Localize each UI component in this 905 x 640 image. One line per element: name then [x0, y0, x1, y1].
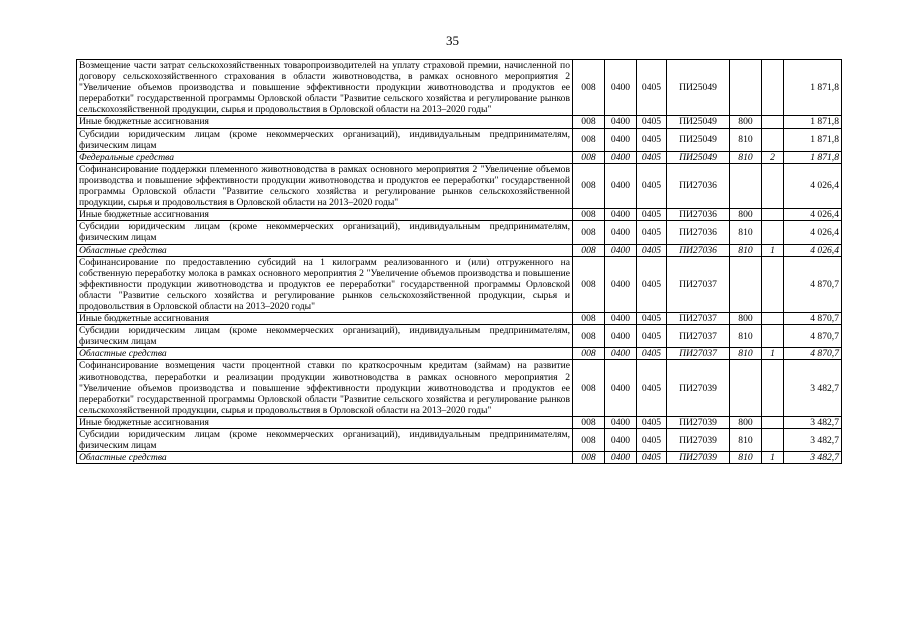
- subsection-code: 0405: [637, 313, 667, 325]
- amount: 4 026,4: [784, 244, 842, 256]
- row-description: Софинансирование поддержки племенного животноводства в рамках основного мероприятия 2 "Увеличение объемов производства и повышение эффективности продукции животноводства и продуктов ее переработки" государственной программы Орловской области "Развитие сельского хозяйства и регулирование рынков сельскохозяйственной продукции, сырья и продовольствия в Орловской области на 2013–2020 годы": [77, 163, 573, 208]
- source-code: [762, 360, 784, 416]
- section-code: 0400: [605, 429, 637, 452]
- subsection-code: 0405: [637, 221, 667, 244]
- subsection-code: 0405: [637, 416, 667, 428]
- subsection-code: 0405: [637, 60, 667, 116]
- amount: 4 026,4: [784, 163, 842, 208]
- subsection-code: 0405: [637, 116, 667, 128]
- table-row: [77, 221, 842, 244]
- table-row: [77, 256, 842, 312]
- target-article-code: ПИ27036: [667, 163, 730, 208]
- amount: 3 482,7: [784, 416, 842, 428]
- row-description: Софинансирование возмещения части процентной ставки по краткосрочным кредитам (займам) на развитие животноводства, переработки и реализации продукции животноводства в рамках основного мероприятия 2 "Увеличение объемов производства и повышение эффективности продукции животноводства и продуктов ее переработки" государственной программы Орловской области "Развитие сельского хозяйства и регулирование рынков сельскохозяйственной продукции, сырья и продовольствия в Орловской области на 2013–2020 годы": [77, 360, 573, 416]
- row-description: Субсидии юридическим лицам (кроме некоммерческих организаций), индивидуальным предпринимателям, физическим лицам: [77, 221, 573, 244]
- table-row: [77, 360, 842, 416]
- section-code: 0400: [605, 313, 637, 325]
- table-row: [77, 163, 842, 208]
- ministry-code: 008: [573, 416, 605, 428]
- row-description: Иные бюджетные ассигнования: [77, 313, 573, 325]
- source-code: [762, 429, 784, 452]
- subsection-code: 0405: [637, 244, 667, 256]
- source-code: 1: [762, 244, 784, 256]
- ministry-code: 008: [573, 116, 605, 128]
- table-row: [77, 348, 842, 360]
- row-description: Федеральные средства: [77, 151, 573, 163]
- subsection-code: 0405: [637, 163, 667, 208]
- row-description: Субсидии юридическим лицам (кроме некоммерческих организаций), индивидуальным предпринимателям, физическим лицам: [77, 429, 573, 452]
- expense-type-code: 800: [730, 209, 762, 221]
- source-code: [762, 325, 784, 348]
- amount: 4 026,4: [784, 221, 842, 244]
- row-description: Возмещение части затрат сельскохозяйственных товаропроизводителей на уплату страховой премии, начисленной по договору сельскохозяйственного страхования в области животноводства, в рамках основного мероприятия 2 "Увеличение объемов производства и повышение эффективности продукции животноводства и продуктов ее переработки" государственной программы Орловской области "Развитие сельского хозяйства и регулирование рынков сельскохозяйственной продукции, сырья и продовольствия в Орловской области на 2013–2020 годы": [77, 60, 573, 116]
- subsection-code: 0405: [637, 429, 667, 452]
- ministry-code: 008: [573, 325, 605, 348]
- ministry-code: 008: [573, 60, 605, 116]
- source-code: [762, 416, 784, 428]
- expense-type-code: 810: [730, 244, 762, 256]
- expense-type-code: [730, 60, 762, 116]
- section-code: 0400: [605, 244, 637, 256]
- amount: 4 870,7: [784, 325, 842, 348]
- row-description: Иные бюджетные ассигнования: [77, 209, 573, 221]
- amount: 4 026,4: [784, 209, 842, 221]
- expense-type-code: [730, 256, 762, 312]
- target-article-code: ПИ27039: [667, 416, 730, 428]
- ministry-code: 008: [573, 360, 605, 416]
- source-code: [762, 313, 784, 325]
- section-code: 0400: [605, 325, 637, 348]
- amount: 3 482,7: [784, 429, 842, 452]
- source-code: [762, 163, 784, 208]
- amount: 4 870,7: [784, 348, 842, 360]
- expense-type-code: 810: [730, 128, 762, 151]
- target-article-code: ПИ27039: [667, 429, 730, 452]
- ministry-code: 008: [573, 209, 605, 221]
- section-code: 0400: [605, 360, 637, 416]
- table-row: [77, 452, 842, 464]
- section-code: 0400: [605, 116, 637, 128]
- table-row: [77, 244, 842, 256]
- table-row: [77, 429, 842, 452]
- target-article-code: ПИ27037: [667, 348, 730, 360]
- row-description: Иные бюджетные ассигнования: [77, 416, 573, 428]
- budget-table: [76, 59, 842, 464]
- expense-type-code: 800: [730, 116, 762, 128]
- ministry-code: 008: [573, 429, 605, 452]
- subsection-code: 0405: [637, 360, 667, 416]
- expense-type-code: 810: [730, 325, 762, 348]
- subsection-code: 0405: [637, 348, 667, 360]
- subsection-code: 0405: [637, 325, 667, 348]
- amount: 3 482,7: [784, 452, 842, 464]
- expense-type-code: [730, 360, 762, 416]
- amount: 1 871,8: [784, 60, 842, 116]
- subsection-code: 0405: [637, 151, 667, 163]
- source-code: 2: [762, 151, 784, 163]
- ministry-code: 008: [573, 452, 605, 464]
- section-code: 0400: [605, 60, 637, 116]
- subsection-code: 0405: [637, 128, 667, 151]
- ministry-code: 008: [573, 163, 605, 208]
- expense-type-code: 810: [730, 452, 762, 464]
- table-row: [77, 325, 842, 348]
- amount: 1 871,8: [784, 128, 842, 151]
- target-article-code: ПИ27036: [667, 244, 730, 256]
- source-code: [762, 128, 784, 151]
- ministry-code: 008: [573, 128, 605, 151]
- table-row: [77, 116, 842, 128]
- ministry-code: 008: [573, 348, 605, 360]
- source-code: [762, 60, 784, 116]
- section-code: 0400: [605, 452, 637, 464]
- target-article-code: ПИ27036: [667, 209, 730, 221]
- amount: 4 870,7: [784, 313, 842, 325]
- expense-type-code: 810: [730, 221, 762, 244]
- target-article-code: ПИ25049: [667, 116, 730, 128]
- ministry-code: 008: [573, 244, 605, 256]
- section-code: 0400: [605, 416, 637, 428]
- section-code: 0400: [605, 348, 637, 360]
- target-article-code: ПИ27037: [667, 256, 730, 312]
- row-description: Субсидии юридическим лицам (кроме некоммерческих организаций), индивидуальным предпринимателям, физическим лицам: [77, 325, 573, 348]
- row-description: Софинансирование по предоставлению субсидий на 1 килограмм реализованного и (или) отгруженного на собственную переработку молока в рамках основного мероприятия 2 "Увеличение объемов производства и повышение эффективности продукции животноводства и продуктов ее переработки" государственной программы Орловской области "Развитие сельского хозяйства и регулирование рынков сельскохозяйственной продукции, сырья и продовольствия в Орловской области на 2013–2020 годы": [77, 256, 573, 312]
- subsection-code: 0405: [637, 452, 667, 464]
- table-row: [77, 60, 842, 116]
- subsection-code: 0405: [637, 209, 667, 221]
- subsection-code: 0405: [637, 256, 667, 312]
- ministry-code: 008: [573, 313, 605, 325]
- expense-type-code: 800: [730, 416, 762, 428]
- section-code: 0400: [605, 221, 637, 244]
- target-article-code: ПИ27039: [667, 452, 730, 464]
- table-row: [77, 416, 842, 428]
- target-article-code: ПИ25049: [667, 60, 730, 116]
- source-code: [762, 221, 784, 244]
- row-description: Областные средства: [77, 348, 573, 360]
- source-code: [762, 116, 784, 128]
- row-description: Областные средства: [77, 452, 573, 464]
- source-code: 1: [762, 348, 784, 360]
- row-description: Субсидии юридическим лицам (кроме некоммерческих организаций), индивидуальным предпринимателям, физическим лицам: [77, 128, 573, 151]
- target-article-code: ПИ27036: [667, 221, 730, 244]
- row-description: Областные средства: [77, 244, 573, 256]
- source-code: [762, 256, 784, 312]
- section-code: 0400: [605, 128, 637, 151]
- table-row: [77, 209, 842, 221]
- amount: 1 871,8: [784, 151, 842, 163]
- ministry-code: 008: [573, 256, 605, 312]
- section-code: 0400: [605, 151, 637, 163]
- page-number: 35: [446, 33, 459, 48]
- amount: 3 482,7: [784, 360, 842, 416]
- ministry-code: 008: [573, 221, 605, 244]
- target-article-code: ПИ27037: [667, 325, 730, 348]
- table-row: [77, 128, 842, 151]
- expense-type-code: 810: [730, 151, 762, 163]
- amount: 1 871,8: [784, 116, 842, 128]
- expense-type-code: 810: [730, 429, 762, 452]
- target-article-code: ПИ27039: [667, 360, 730, 416]
- expense-type-code: [730, 163, 762, 208]
- source-code: [762, 209, 784, 221]
- table-row: [77, 313, 842, 325]
- expense-type-code: 810: [730, 348, 762, 360]
- row-description: Иные бюджетные ассигнования: [77, 116, 573, 128]
- section-code: 0400: [605, 163, 637, 208]
- target-article-code: ПИ25049: [667, 151, 730, 163]
- section-code: 0400: [605, 256, 637, 312]
- target-article-code: ПИ27037: [667, 313, 730, 325]
- expense-type-code: 800: [730, 313, 762, 325]
- target-article-code: ПИ25049: [667, 128, 730, 151]
- amount: 4 870,7: [784, 256, 842, 312]
- ministry-code: 008: [573, 151, 605, 163]
- table-row: [77, 151, 842, 163]
- section-code: 0400: [605, 209, 637, 221]
- source-code: 1: [762, 452, 784, 464]
